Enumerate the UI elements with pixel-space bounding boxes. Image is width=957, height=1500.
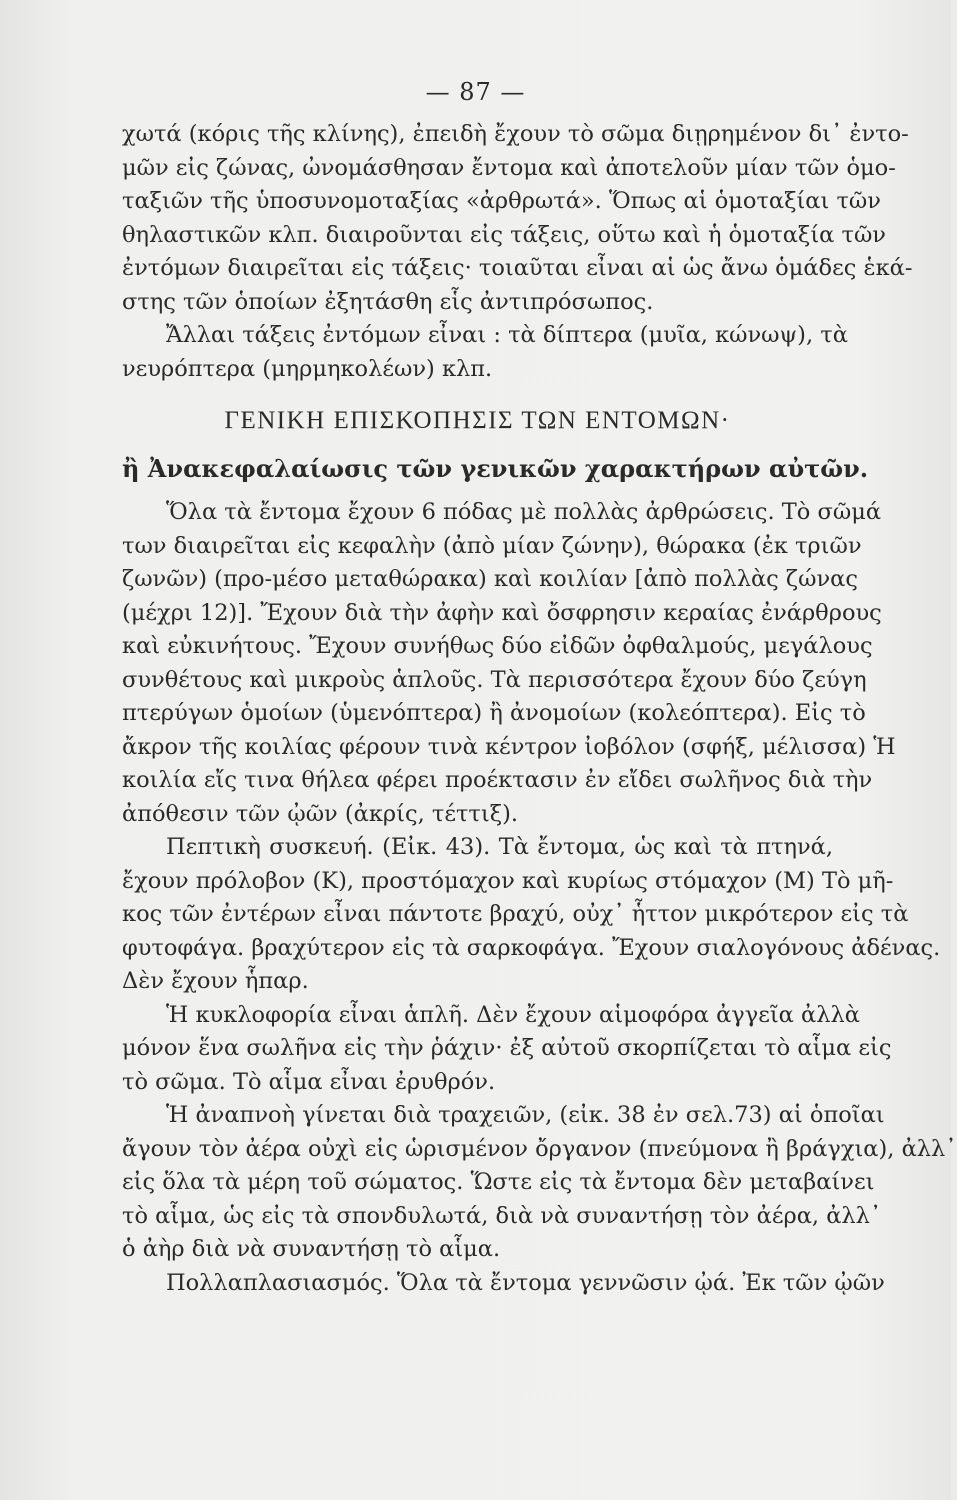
- text-line: ἀπόθεσιν τῶν ᾠῶν (ἀκρίς, τέττιξ).: [122, 800, 519, 827]
- text-line: Πολλαπλασιασμός. Ὅλα τὰ ἔντομα γεννῶσιν ᾠά. Ἐκ τῶν ᾠῶν: [166, 1269, 885, 1296]
- text-line: Δὲν ἔχουν ἧπαρ.: [122, 968, 309, 994]
- text-line: των διαιρεῖται εἰς κεφαλὴν (ἀπὸ μίαν ζώνην), θώρακα (ἐκ τριῶν: [122, 532, 862, 559]
- text-line: φυτοφάγα. βραχύτερον εἰς τὰ σαρκοφάγα. Ἔχουν σιαλογόνους ἀδένας.: [122, 934, 941, 961]
- page-body: [122, 118, 957, 1300]
- text-line: νευρόπτερα (μηρμηκολέων) κλπ.: [122, 355, 493, 382]
- paragraph-4: [122, 831, 941, 999]
- paragraph-1: [122, 118, 913, 319]
- page-number: — 87 —: [425, 78, 526, 106]
- text-line: στης τῶν ὁποίων ἐξητάσθη εἷς ἀντιπρόσωπος.: [122, 288, 654, 315]
- text-line: (μέχρι 12)]. Ἔχουν διὰ τὴν ἀφὴν καὶ ὄσφρησιν κεραίας ἐνάρθρους: [122, 599, 882, 626]
- text-line: συνθέτους καὶ μικροὺς ἁπλοῦς. Τὰ περισσότερα ἔχουν δύο ζεύγη: [122, 666, 867, 693]
- text-line: τὸ σῶμα. Τὸ αἷμα εἶναι ἐρυθρόν.: [122, 1068, 496, 1095]
- text-line: Ἄλλαι τάξεις ἐντόμων εἶναι : τὰ δίπτερα (μυῖα, κώνωψ), τὰ: [166, 322, 848, 348]
- text-line: τὸ αἷμα, ὡς εἰς τὰ σπονδυλωτά, διὰ νὰ συναντήσῃ τὸν ἀέρα, ἀλλ᾽: [122, 1202, 882, 1229]
- text-line: κος τῶν ἐντέρων εἶναι πάντοτε βραχύ, οὐχ᾽ ἧττον μικρότερον εἰς τὰ: [122, 901, 909, 927]
- paragraph-5: [122, 999, 892, 1100]
- text-line: Ὅλα τὰ ἔντομα ἔχουν 6 πόδας μὲ πολλὰς ἀρθρώσεις. Τὸ σῶμά: [166, 499, 882, 525]
- text-line: ταξιῶν τῆς ὑποσυνομοταξίας «ἀρθρωτά». Ὅπως αἱ ὁμοταξίαι τῶν: [122, 188, 881, 214]
- paragraph-3: [122, 496, 896, 831]
- section-heading: ΓΕΝΙΚΗ ΕΠΙΣΚΟΠΗΣΙΣ ΤΩΝ ΕΝΤΟΜΩΝ·: [224, 407, 731, 434]
- text-line: ἔχουν πρόλοβον (Κ), προστόμαχον καὶ κυρίως στόμαχον (Μ) Τὸ μῆ-: [122, 867, 894, 894]
- text-line: καὶ εὐκινήτους. Ἔχουν συνήθως δύο εἰδῶν ὀφθαλμούς, μεγάλους: [122, 633, 873, 659]
- section-subheading: ἢ Ἀνακεφαλαίωσις τῶν γενικῶν χαρακτήρων αὐτῶν.: [122, 454, 869, 483]
- text-line: χωτά (κόρις τῆς κλίνης), ἐπειδὴ ἔχουν τὸ σῶμα διῃρημένον δι᾽ ἐντο-: [122, 121, 909, 147]
- text-line: Πεπτικὴ συσκευή. (Εἰκ. 43). Τὰ ἔντομα, ὡς καὶ τὰ πτηνά,: [166, 834, 833, 860]
- paragraph-6: [122, 1099, 957, 1267]
- text-line: πτερύγων ὁμοίων (ὑμενόπτερα) ἢ ἀνομοίων (κολεόπτερα). Εἰς τὸ: [122, 700, 866, 726]
- text-line: θηλαστικῶν κλπ. διαιροῦνται εἰς τάξεις, οὕτω καὶ ἡ ὁμοταξία τῶν: [122, 221, 886, 248]
- paragraph-7: [122, 1267, 885, 1301]
- text-line: κοιλία εἴς τινα θήλεα φέρει προέκτασιν ἐν εἴδει σωλῆνος διὰ τὴν: [122, 767, 873, 793]
- text-line: μῶν εἰς ζώνας, ὠνομάσθησαν ἔντομα καὶ ἀποτελοῦν μίαν τῶν ὁμο-: [122, 154, 896, 181]
- text-line: μόνον ἕνα σωλῆνα εἰς τὴν ῥάχιν· ἐξ αὐτοῦ σκορπίζεται τὸ αἷμα εἰς: [122, 1035, 892, 1061]
- text-line: εἰς ὅλα τὰ μέρη τοῦ σώματος. Ὥστε εἰς τὰ ἔντομα δὲν μεταβαίνει: [122, 1169, 875, 1195]
- text-line: ὁ ἀὴρ διὰ νὰ συναντήσῃ τὸ αἷμα.: [122, 1236, 501, 1262]
- text-line: ἄγουν τὸν ἀέρα οὐχὶ εἰς ὡρισμένον ὄργανον (πνεύμονα ἢ βράγχια), ἀλλ᾽: [122, 1135, 957, 1162]
- paragraph-2: [122, 319, 848, 386]
- text-line: ἐντόμων διαιρεῖται εἰς τάξεις· τοιαῦται εἶναι αἱ ὡς ἄνω ὁμάδες ἑκά-: [122, 255, 913, 281]
- text-line: ζωνῶν) (προ-μέσο μεταθώρακα) καὶ κοιλίαν [ἀπὸ πολλὰς ζώνας: [122, 566, 858, 592]
- text-line: ἄκρον τῆς κοιλίας φέρουν τινὰ κέντρον ἰοβόλον (σφήξ, μέλισσα) Ἡ: [122, 733, 896, 760]
- text-line: Ἡ κυκλοφορία εἶναι ἁπλῆ. Δὲν ἔχουν αἱμοφόρα ἀγγεῖα ἀλλὰ: [166, 1001, 860, 1028]
- text-line: Ἡ ἀναπνοὴ γίνεται διὰ τραχειῶν, (εἰκ. 38 ἐν σελ.73) αἱ ὁποῖαι: [166, 1102, 885, 1128]
